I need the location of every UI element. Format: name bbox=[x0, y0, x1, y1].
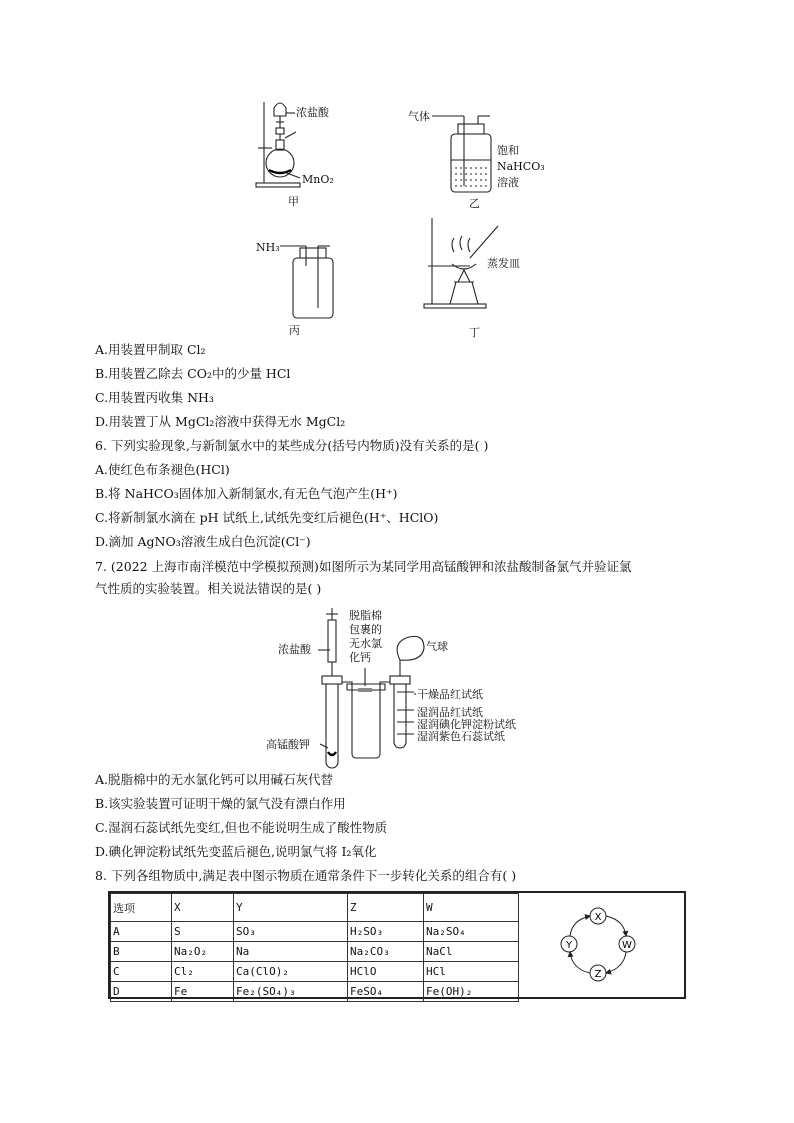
table-cell: Fe bbox=[172, 982, 234, 1002]
header-option: 选项 bbox=[111, 894, 172, 922]
table-cell: C bbox=[111, 962, 172, 982]
caption-bing: 丙 bbox=[289, 324, 300, 337]
cycle-node-x: X bbox=[594, 912, 602, 923]
q7-label-cotton-1: 脱脂棉 bbox=[349, 609, 382, 622]
q7-label-paper-1: 干燥品红试纸 bbox=[417, 688, 483, 701]
table-cell: Na₂SO₄ bbox=[424, 922, 519, 942]
table-cell: B bbox=[111, 942, 172, 962]
table-cell: D bbox=[111, 982, 172, 1002]
label-mno2: MnO₂ bbox=[302, 173, 334, 186]
table-cell: NaCl bbox=[424, 942, 519, 962]
q7-option-a: A.脱脂棉中的无水氯化钙可以用碱石灰代替 bbox=[95, 772, 334, 787]
header-y: Y bbox=[234, 894, 348, 922]
q6-option-b: B.将 NaHCO₃固体加入新制氯水,有无色气泡产生(H⁺) bbox=[95, 486, 398, 501]
table-cell: A bbox=[111, 922, 172, 942]
q5-option-d: D.用装置丁从 MgCl₂溶液中获得无水 MgCl₂ bbox=[95, 414, 346, 429]
caption-ding: 丁 bbox=[469, 326, 480, 339]
q7-label-conc-hcl: 浓盐酸 bbox=[278, 643, 311, 656]
q7-label-cotton-4: 化钙 bbox=[349, 651, 371, 664]
q5-option-a: A.用装置甲制取 Cl₂ bbox=[95, 342, 206, 357]
q7-stem-line1: 7. (2022 上海市南洋模范中学模拟预测)如图所示为某同学用高锰酸钾和浓盐酸制备氯气并验证氯 bbox=[95, 559, 632, 574]
table-cell: Fe(OH)₂ bbox=[424, 982, 519, 1002]
q7-label-paper-3: 湿润碘化钾淀粉试纸 bbox=[417, 718, 516, 731]
q7-label-cotton-2: 包裹的 bbox=[349, 623, 382, 636]
q6-option-a: A.使红色布条褪色(HCl) bbox=[95, 462, 230, 477]
caption-jia: 甲 bbox=[288, 195, 299, 208]
table-row bbox=[111, 982, 519, 1002]
label-nh3: NH₃ bbox=[256, 241, 280, 254]
table-cell: Na bbox=[234, 942, 348, 962]
table-cell: FeSO₄ bbox=[348, 982, 424, 1002]
q8-stem: 8. 下列各组物质中,满足表中图示物质在通常条件下一步转化关系的组合有( ) bbox=[95, 868, 517, 883]
header-w: W bbox=[424, 894, 519, 922]
table-cell: HCl bbox=[424, 962, 519, 982]
q5-option-b: B.用装置乙除去 CO₂中的少量 HCl bbox=[95, 366, 291, 381]
cycle-diagram bbox=[518, 893, 684, 997]
table-cell: S bbox=[172, 922, 234, 942]
q7-stem-line2: 气性质的实验装置。相关说法错误的是( ) bbox=[95, 581, 322, 596]
cycle-node-w: W bbox=[622, 940, 632, 951]
table-row bbox=[111, 942, 519, 962]
table-cell: Fe₂(SO₄)₃ bbox=[234, 982, 348, 1002]
q6-option-c: C.将新制氯水滴在 pH 试纸上,试纸先变红后褪色(H⁺、HClO) bbox=[95, 510, 439, 525]
label-nahco3: NaHCO₃ bbox=[497, 160, 545, 173]
q5-option-c: C.用装置丙收集 NH₃ bbox=[95, 390, 214, 405]
q7-label-paper-2: 湿润品红试纸 bbox=[417, 706, 483, 719]
q7-label-balloon: 气球 bbox=[426, 640, 448, 653]
table-header-row bbox=[111, 894, 519, 922]
caption-yi: 乙 bbox=[469, 197, 480, 210]
table-row bbox=[111, 962, 519, 982]
table-row bbox=[111, 922, 519, 942]
label-saturated: 饱和 bbox=[497, 144, 519, 157]
q6-stem: 6. 下列实验现象,与新制氯水中的某些成分(括号内物质)没有关系的是( ) bbox=[95, 438, 489, 453]
q8-table-frame bbox=[108, 891, 686, 999]
q7-option-b: B.该实验装置可证明干燥的氯气没有漂白作用 bbox=[95, 796, 346, 811]
table-cell: H₂SO₃ bbox=[348, 922, 424, 942]
q7-label-kmno4: 高锰酸钾 bbox=[266, 738, 310, 751]
label-gas: 气体 bbox=[408, 110, 430, 123]
q7-label-paper-4: 湿润紫色石蕊试纸 bbox=[417, 730, 505, 743]
table-cell: SO₃ bbox=[234, 922, 348, 942]
header-x: X bbox=[172, 894, 234, 922]
table-cell: Na₂CO₃ bbox=[348, 942, 424, 962]
table-cell: HClO bbox=[348, 962, 424, 982]
label-evaporating-dish: 蒸发皿 bbox=[487, 257, 520, 270]
table-cell: Na₂O₂ bbox=[172, 942, 234, 962]
q7-option-c: C.湿润石蕊试纸先变红,但也不能说明生成了酸性物质 bbox=[95, 820, 388, 835]
q7-option-d: D.碘化钾淀粉试纸先变蓝后褪色,说明氯气将 I₂氧化 bbox=[95, 844, 377, 859]
label-solution: 溶液 bbox=[497, 176, 519, 189]
label-conc-hcl: 浓盐酸 bbox=[296, 106, 329, 119]
table-cell: Ca(ClO)₂ bbox=[234, 962, 348, 982]
q7-label-cotton-3: 无水氯 bbox=[349, 637, 382, 650]
header-z: Z bbox=[348, 894, 424, 922]
q6-option-d: D.滴加 AgNO₃溶液生成白色沉淀(Cl⁻) bbox=[95, 534, 311, 549]
cycle-node-z: Z bbox=[594, 969, 602, 980]
cycle-node-y: Y bbox=[565, 940, 573, 951]
table-cell: Cl₂ bbox=[172, 962, 234, 982]
q8-table bbox=[110, 893, 519, 1002]
